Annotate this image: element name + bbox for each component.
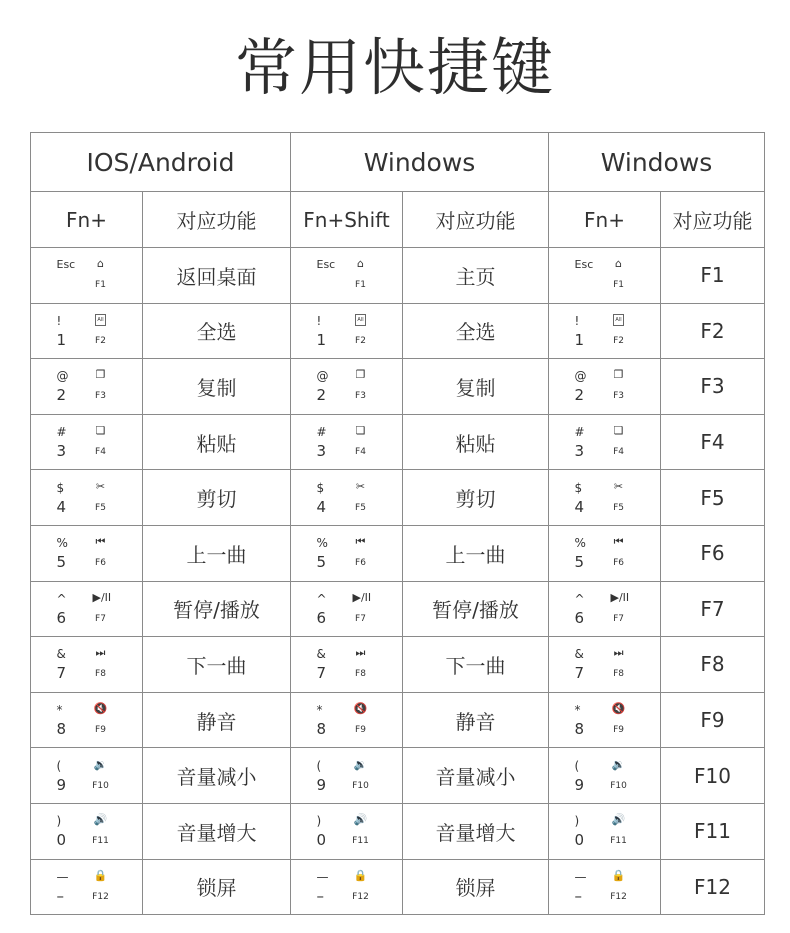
- key-top-legend: ^: [316, 591, 327, 606]
- windows-fn-function: F2: [661, 303, 765, 359]
- key-fn-label: F1: [355, 280, 366, 291]
- table-row: [31, 303, 765, 359]
- key-top-legend: !: [316, 313, 322, 328]
- paste-icon: ❏: [355, 424, 366, 438]
- key-top-legend: $: [574, 480, 583, 495]
- key-top-legend: #: [316, 425, 327, 440]
- keycap: [47, 864, 127, 910]
- windows-fn-function: F1: [661, 248, 765, 304]
- key-fn-label: F11: [352, 836, 369, 847]
- keycap: [565, 864, 645, 910]
- key-bottom-legend: 7: [574, 664, 585, 683]
- key-bottom-legend: 8: [316, 720, 327, 739]
- keycap: [307, 475, 387, 521]
- subheader-fn: Fn+: [549, 192, 661, 248]
- key-fn-label: F4: [613, 447, 624, 458]
- windows-shift-function: 音量增大: [403, 803, 549, 859]
- keycap: [47, 419, 127, 465]
- key-fn-label: F10: [610, 780, 627, 791]
- windows-fn-function: F7: [661, 581, 765, 637]
- ios-function: 粘贴: [143, 414, 291, 470]
- ios-function: 复制: [143, 359, 291, 415]
- windows-shift-function: 锁屏: [403, 859, 549, 915]
- keycap-cell: [291, 803, 403, 859]
- key-bottom-legend: –: [56, 886, 64, 905]
- key-fn-label: F6: [95, 558, 106, 569]
- key-fn-label: F7: [613, 613, 624, 624]
- ios-function: 返回桌面: [143, 248, 291, 304]
- key-top-legend: Esc: [56, 258, 76, 272]
- key-bottom-legend: 7: [316, 664, 327, 683]
- key-bottom-legend: 5: [316, 553, 327, 572]
- key-fn-label: F11: [92, 836, 109, 847]
- keycap: [307, 419, 387, 465]
- play-pause-icon: ▶/II: [352, 590, 372, 604]
- windows-fn-function: F10: [661, 748, 765, 804]
- ios-function: 音量减小: [143, 748, 291, 804]
- select-all-icon: All: [611, 313, 627, 327]
- paste-icon: ❏: [95, 424, 106, 438]
- table-row: [31, 414, 765, 470]
- key-bottom-legend: 1: [56, 330, 67, 349]
- keycap-cell: [549, 359, 661, 415]
- key-fn-label: F8: [95, 669, 106, 680]
- key-bottom-legend: 6: [316, 608, 327, 627]
- key-top-legend: *: [574, 703, 581, 718]
- key-fn-label: F6: [355, 558, 366, 569]
- keycap: [47, 475, 127, 521]
- keycap: [47, 308, 127, 354]
- keycap-cell: [549, 525, 661, 581]
- page-title: 常用快捷键: [234, 31, 555, 104]
- key-fn-label: F4: [355, 447, 366, 458]
- windows-shift-function: 下一曲: [403, 637, 549, 693]
- paste-icon: ❏: [613, 424, 624, 438]
- lock-icon: 🔒: [353, 868, 368, 882]
- key-top-legend: @: [316, 369, 329, 384]
- windows-fn-function: F9: [661, 692, 765, 748]
- keycap-cell: [31, 470, 143, 526]
- header-windows-fn: Windows: [549, 133, 765, 192]
- key-bottom-legend: 4: [574, 497, 585, 516]
- key-fn-label: F12: [610, 891, 627, 902]
- keycap-cell: [549, 803, 661, 859]
- home-icon: ⌂: [97, 257, 104, 271]
- ios-function: 剪切: [143, 470, 291, 526]
- key-bottom-legend: 9: [316, 775, 327, 794]
- key-top-legend: ): [56, 814, 62, 829]
- windows-shift-function: 主页: [403, 248, 549, 304]
- scissors-icon: ✂: [613, 479, 624, 493]
- keycap: [47, 808, 127, 854]
- key-top-legend: %: [574, 536, 586, 551]
- subheader-function: 对应功能: [661, 192, 765, 248]
- keycap: [47, 530, 127, 576]
- keycap-cell: [549, 637, 661, 693]
- key-bottom-legend: 9: [56, 775, 67, 794]
- keycap-cell: [31, 581, 143, 637]
- lock-icon: 🔒: [93, 868, 108, 882]
- table-row: [31, 859, 765, 915]
- subheader-function: 对应功能: [403, 192, 549, 248]
- keycap-cell: [549, 859, 661, 915]
- key-top-legend: (: [316, 758, 322, 773]
- keycap-cell: [549, 581, 661, 637]
- table-row: [31, 581, 765, 637]
- keycap: [307, 363, 387, 409]
- key-bottom-legend: 3: [56, 442, 67, 461]
- key-bottom-legend: –: [316, 886, 324, 905]
- keycap: [565, 808, 645, 854]
- windows-shift-function: 暂停/播放: [403, 581, 549, 637]
- scissors-icon: ✂: [95, 479, 106, 493]
- table-row: [31, 748, 765, 804]
- table-row: [31, 637, 765, 693]
- keycap-cell: [31, 859, 143, 915]
- key-fn-label: F12: [352, 891, 369, 902]
- keycap-cell: [31, 803, 143, 859]
- keycap-cell: [291, 303, 403, 359]
- key-bottom-legend: 5: [56, 553, 67, 572]
- key-top-legend: $: [316, 480, 325, 495]
- keycap-cell: [291, 637, 403, 693]
- keycap: [307, 864, 387, 910]
- next-track-icon: ⏭: [613, 646, 624, 660]
- key-bottom-legend: 3: [316, 442, 327, 461]
- ios-function: 全选: [143, 303, 291, 359]
- key-fn-label: F5: [355, 502, 366, 513]
- keycap-cell: [549, 470, 661, 526]
- keycap: [565, 475, 645, 521]
- keycap-cell: [291, 581, 403, 637]
- key-fn-label: F3: [95, 391, 106, 402]
- key-fn-label: F4: [95, 447, 106, 458]
- key-fn-label: F8: [355, 669, 366, 680]
- key-bottom-legend: 0: [574, 831, 585, 850]
- volume-up-icon: 🔊: [611, 813, 626, 827]
- keycap-cell: [291, 859, 403, 915]
- key-top-legend: (: [56, 758, 62, 773]
- key-fn-label: F5: [95, 502, 106, 513]
- key-fn-label: F3: [355, 391, 366, 402]
- key-top-legend: %: [316, 536, 328, 551]
- keycap: [565, 586, 645, 632]
- select-all-icon: All: [93, 313, 109, 327]
- keycap-cell: [31, 692, 143, 748]
- key-bottom-legend: 9: [574, 775, 585, 794]
- key-fn-label: F3: [613, 391, 624, 402]
- key-top-legend: @: [574, 369, 587, 384]
- key-top-legend: (: [574, 758, 580, 773]
- play-pause-icon: ▶/II: [92, 590, 112, 604]
- key-top-legend: —: [56, 869, 69, 884]
- table-row: [31, 525, 765, 581]
- ios-function: 锁屏: [143, 859, 291, 915]
- keycap-cell: [31, 303, 143, 359]
- keycap-cell: [291, 692, 403, 748]
- key-fn-label: F2: [95, 335, 106, 346]
- keycap: [565, 697, 645, 743]
- windows-shift-function: 静音: [403, 692, 549, 748]
- windows-fn-function: F3: [661, 359, 765, 415]
- windows-shift-function: 上一曲: [403, 525, 549, 581]
- subheader-fn-shift: Fn+Shift: [291, 192, 403, 248]
- keycap-cell: [31, 359, 143, 415]
- key-fn-label: F7: [355, 613, 366, 624]
- key-top-legend: *: [56, 703, 63, 718]
- key-bottom-legend: 1: [316, 330, 327, 349]
- keycap-cell: [549, 692, 661, 748]
- key-bottom-legend: 8: [56, 720, 67, 739]
- key-fn-label: F7: [95, 613, 106, 624]
- key-fn-label: F6: [613, 558, 624, 569]
- key-fn-label: F1: [613, 280, 624, 291]
- keycap: [47, 252, 127, 298]
- windows-shift-function: 音量减小: [403, 748, 549, 804]
- key-top-legend: —: [316, 869, 329, 884]
- scissors-icon: ✂: [355, 479, 366, 493]
- key-top-legend: ^: [574, 591, 585, 606]
- keycap-cell: [291, 359, 403, 415]
- keycap: [565, 252, 645, 298]
- play-pause-icon: ▶/II: [610, 590, 630, 604]
- keycap-cell: [549, 748, 661, 804]
- key-top-legend: $: [56, 480, 65, 495]
- keycap-cell: [31, 525, 143, 581]
- copy-icon: ❐: [95, 368, 106, 382]
- keycap: [307, 252, 387, 298]
- key-bottom-legend: 4: [56, 497, 67, 516]
- home-icon: ⌂: [615, 257, 622, 271]
- previous-track-icon: ⏮: [355, 535, 366, 549]
- keycap-cell: [291, 748, 403, 804]
- key-top-legend: &: [316, 647, 326, 662]
- key-top-legend: %: [56, 536, 68, 551]
- key-top-legend: Esc: [316, 258, 336, 272]
- header-windows-shift: Windows: [291, 133, 549, 192]
- keycap: [565, 363, 645, 409]
- keycap-cell: [291, 414, 403, 470]
- keycap-cell: [549, 303, 661, 359]
- key-top-legend: &: [574, 647, 584, 662]
- keycap: [47, 697, 127, 743]
- windows-fn-function: F8: [661, 637, 765, 693]
- volume-down-icon: 🔉: [611, 757, 626, 771]
- key-fn-label: F12: [92, 891, 109, 902]
- subheader-function: 对应功能: [143, 192, 291, 248]
- key-bottom-legend: 4: [316, 497, 327, 516]
- next-track-icon: ⏭: [355, 646, 366, 660]
- keycap: [47, 586, 127, 632]
- keycap: [565, 641, 645, 687]
- key-top-legend: !: [574, 313, 580, 328]
- keycap: [47, 363, 127, 409]
- keycap-cell: [31, 248, 143, 304]
- key-fn-label: F2: [355, 335, 366, 346]
- key-fn-label: F11: [610, 836, 627, 847]
- key-top-legend: ^: [56, 591, 67, 606]
- key-bottom-legend: 2: [56, 386, 67, 405]
- keycap: [307, 641, 387, 687]
- key-fn-label: F5: [613, 502, 624, 513]
- keycap-cell: [31, 748, 143, 804]
- key-fn-label: F8: [613, 669, 624, 680]
- home-icon: ⌂: [357, 257, 364, 271]
- keycap: [307, 586, 387, 632]
- key-bottom-legend: 0: [56, 831, 67, 850]
- key-top-legend: —: [574, 869, 587, 884]
- key-bottom-legend: 8: [574, 720, 585, 739]
- windows-shift-function: 全选: [403, 303, 549, 359]
- keycap-cell: [291, 525, 403, 581]
- subheader-fn: Fn+: [31, 192, 143, 248]
- key-bottom-legend: 0: [316, 831, 327, 850]
- key-top-legend: #: [56, 425, 67, 440]
- keycap: [47, 641, 127, 687]
- keycap-cell: [31, 414, 143, 470]
- keycap: [307, 530, 387, 576]
- key-top-legend: !: [56, 313, 62, 328]
- previous-track-icon: ⏮: [95, 535, 106, 549]
- ios-function: 下一曲: [143, 637, 291, 693]
- windows-fn-function: F11: [661, 803, 765, 859]
- windows-fn-function: F6: [661, 525, 765, 581]
- key-top-legend: &: [56, 647, 66, 662]
- keycap: [565, 308, 645, 354]
- key-fn-label: F2: [613, 335, 624, 346]
- volume-down-icon: 🔉: [353, 757, 368, 771]
- keycap-cell: [549, 414, 661, 470]
- key-top-legend: @: [56, 369, 69, 384]
- ios-function: 静音: [143, 692, 291, 748]
- key-top-legend: Esc: [574, 258, 594, 272]
- key-top-legend: ): [316, 814, 322, 829]
- key-bottom-legend: 3: [574, 442, 585, 461]
- keycap: [47, 753, 127, 799]
- key-fn-label: F9: [95, 725, 106, 736]
- copy-icon: ❐: [613, 368, 624, 382]
- lock-icon: 🔒: [611, 868, 626, 882]
- windows-fn-function: F12: [661, 859, 765, 915]
- keycap-cell: [31, 637, 143, 693]
- copy-icon: ❐: [355, 368, 366, 382]
- key-fn-label: F9: [355, 725, 366, 736]
- key-bottom-legend: 1: [574, 330, 585, 349]
- key-top-legend: #: [574, 425, 585, 440]
- table-row: [31, 803, 765, 859]
- table-row: [31, 359, 765, 415]
- ios-function: 音量增大: [143, 803, 291, 859]
- volume-up-icon: 🔊: [353, 813, 368, 827]
- keycap-cell: [291, 470, 403, 526]
- select-all-icon: All: [353, 313, 369, 327]
- key-top-legend: *: [316, 703, 323, 718]
- keycap: [565, 530, 645, 576]
- key-fn-label: F10: [92, 780, 109, 791]
- windows-shift-function: 粘贴: [403, 414, 549, 470]
- key-bottom-legend: 2: [574, 386, 585, 405]
- keycap-cell: [549, 248, 661, 304]
- keycap: [307, 697, 387, 743]
- header-ios-android: IOS/Android: [31, 133, 291, 192]
- previous-track-icon: ⏮: [613, 535, 624, 549]
- key-fn-label: F9: [613, 725, 624, 736]
- shortcut-table: [30, 132, 765, 915]
- keycap: [307, 808, 387, 854]
- windows-fn-function: F4: [661, 414, 765, 470]
- key-bottom-legend: 5: [574, 553, 585, 572]
- keycap: [307, 308, 387, 354]
- keycap: [565, 419, 645, 465]
- keycap: [307, 753, 387, 799]
- table-row: [31, 692, 765, 748]
- ios-function: 暂停/播放: [143, 581, 291, 637]
- windows-shift-function: 复制: [403, 359, 549, 415]
- key-bottom-legend: –: [574, 886, 583, 905]
- key-fn-label: F10: [352, 780, 369, 791]
- volume-down-icon: 🔉: [93, 757, 108, 771]
- next-track-icon: ⏭: [95, 646, 106, 660]
- table-row: [31, 470, 765, 526]
- keycap-cell: [291, 248, 403, 304]
- key-bottom-legend: 6: [574, 608, 585, 627]
- windows-fn-function: F5: [661, 470, 765, 526]
- ios-function: 上一曲: [143, 525, 291, 581]
- volume-up-icon: 🔊: [93, 813, 108, 827]
- key-bottom-legend: 6: [56, 608, 67, 627]
- mute-icon: 🔇: [611, 702, 626, 716]
- keycap: [565, 753, 645, 799]
- key-bottom-legend: 2: [316, 386, 327, 405]
- key-fn-label: F1: [95, 280, 106, 291]
- key-bottom-legend: 7: [56, 664, 67, 683]
- windows-shift-function: 剪切: [403, 470, 549, 526]
- key-top-legend: ): [574, 814, 580, 829]
- mute-icon: 🔇: [93, 702, 108, 716]
- mute-icon: 🔇: [353, 702, 368, 716]
- table-row: [31, 248, 765, 304]
